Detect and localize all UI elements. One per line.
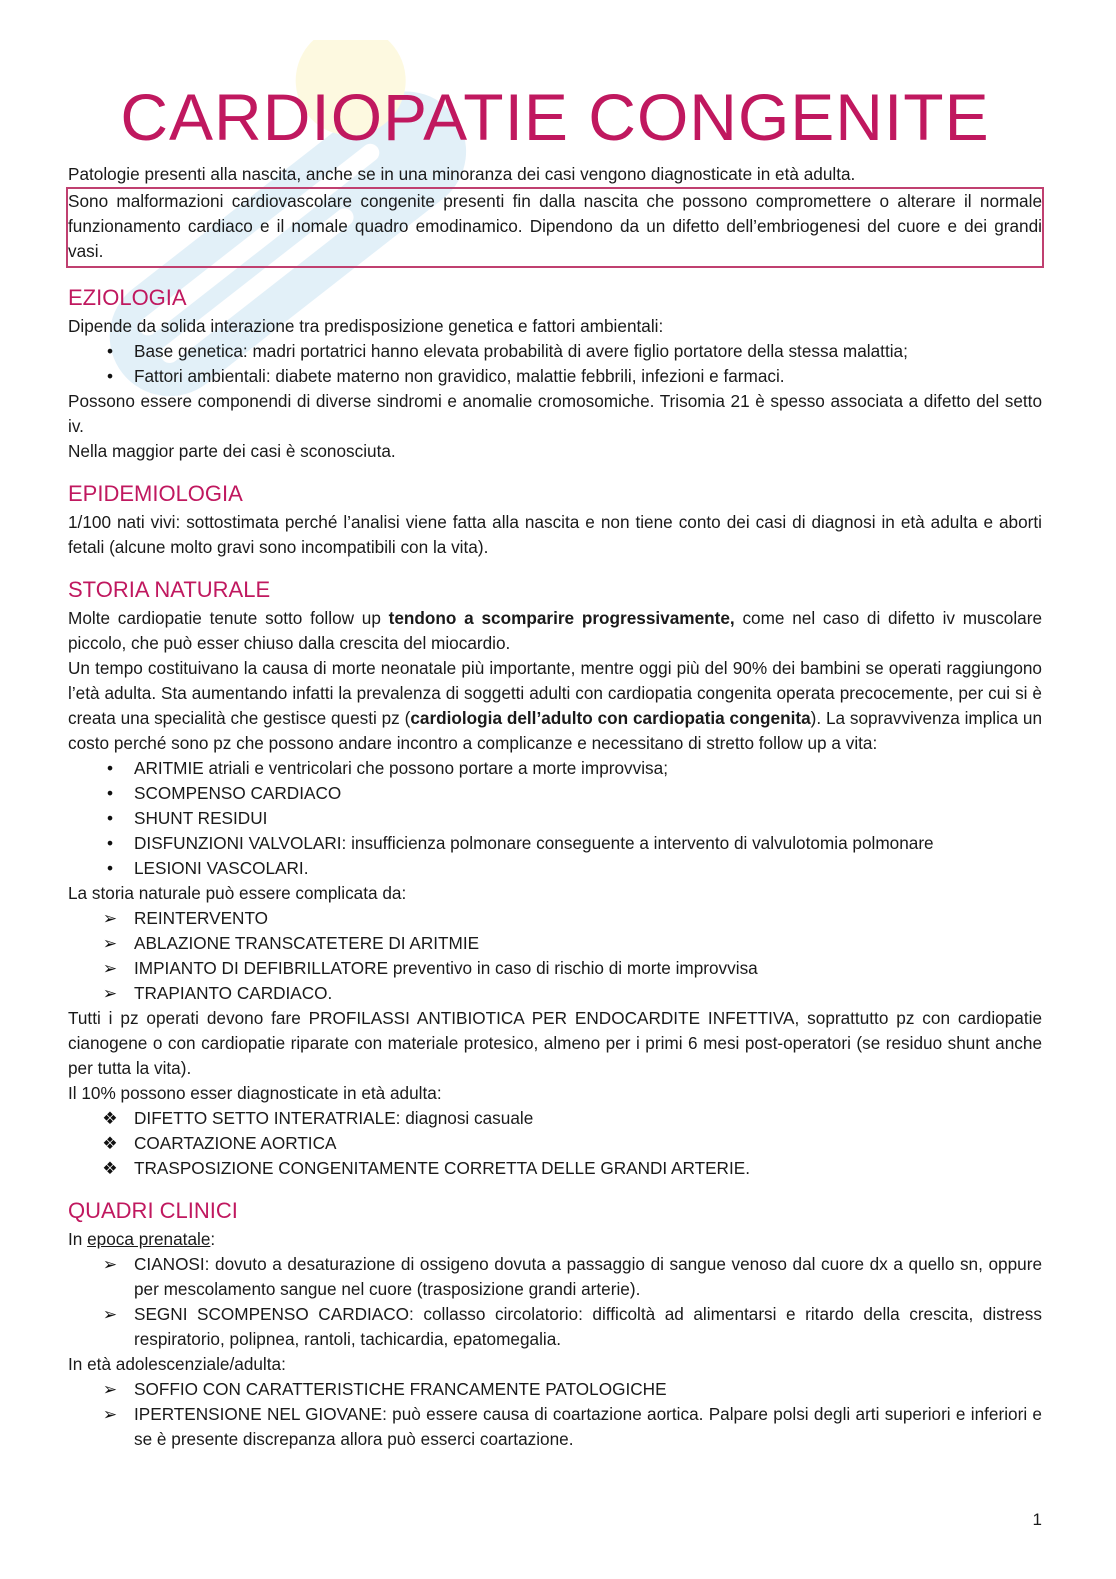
arrow-bullet-icon: ➢ — [102, 1404, 118, 1424]
heading-quadri-clinici: QUADRI CLINICI — [68, 1198, 238, 1223]
quadri-paragraph: In epoca prenatale: — [68, 1229, 216, 1249]
list-item: • ARITMIE atriali e ventricolari che possono portare a morte improvvisa; — [68, 756, 1042, 781]
eziologia-list — [68, 339, 1042, 389]
list-item: • LESIONI VASCOLARI. — [68, 856, 1042, 881]
list-item: • DISFUNZIONI VALVOLARI: insufficienza polmonare conseguente a intervento di valvulotomia polmonare — [68, 831, 1042, 856]
bullet-icon: • — [106, 833, 114, 853]
list-item: ➢ TRAPIANTO CARDIACO. — [68, 981, 1042, 1006]
list-item: ➢ SOFFIO CON CARATTERISTICHE FRANCAMENTE PATOLOGICHE — [68, 1377, 1042, 1402]
heading-eziologia: EZIOLOGIA — [68, 285, 187, 310]
intro-definition-boxed: Sono malformazioni cardiovascolare congenite presenti fin dalla nascita che possono compromettere o alterare il normale funzionamento cardiaco e il nomale quadro emodinamico. Dipendono da un difetto dell’embriogenesi del cuore e dei grandi vasi. — [66, 187, 1044, 268]
arrow-bullet-icon: ➢ — [102, 958, 118, 978]
diamond-bullet-icon: ❖ — [102, 1133, 118, 1153]
storia-paragraph: Il 10% possono esser diagnosticate in età adulta: — [68, 1083, 442, 1103]
heading-epidemiologia: EPIDEMIOLOGIA — [68, 481, 243, 506]
epidemiologia-paragraph: 1/100 nati vivi: sottostimata perché l’analisi viene fatta alla nascita e non tiene conto dei casi di diagnosi in età adulta e aborti fetali (alcune molto gravi sono incompatibili con la vita). — [68, 512, 1042, 557]
eziologia-paragraph: Possono essere componendi di diverse sindromi e anomalie cromosomiche. Trisomia 21 è spesso associata a difetto del setto iv. — [68, 391, 1042, 436]
list-item: • SHUNT RESIDUI — [68, 806, 1042, 831]
list-item: ➢ REINTERVENTO — [68, 906, 1042, 931]
list-item: ➢ CIANOSI: dovuto a desaturazione di ossigeno dovuta a passaggio di sangue venoso dal cuore dx a quello sn, oppure per mescolamento sangue nel cuore (trasposizione grandi arterie). — [68, 1252, 1042, 1302]
intro-paragraph: Patologie presenti alla nascita, anche se in una minoranza dei casi vengono diagnosticate in età adulta. — [68, 164, 856, 184]
arrow-bullet-icon: ➢ — [102, 983, 118, 1003]
eziologia-lead: Dipende da solida interazione tra predisposizione genetica e fattori ambientali: — [68, 316, 664, 336]
prenatale-list — [68, 1252, 1042, 1352]
adulta-list — [68, 1377, 1042, 1452]
list-item: ➢ IMPIANTO DI DEFIBRILLATORE preventivo in caso di rischio di morte improvvisa — [68, 956, 1042, 981]
complicanze-list — [68, 756, 1042, 881]
bullet-icon: • — [106, 366, 114, 386]
list-item: ❖ COARTAZIONE AORTICA — [68, 1131, 1042, 1156]
storia-paragraph: La storia naturale può essere complicata da: — [68, 883, 407, 903]
bullet-icon: • — [106, 808, 114, 828]
page-number: 1 — [1032, 1510, 1042, 1529]
arrow-bullet-icon: ➢ — [102, 908, 118, 928]
diamond-bullet-icon: ❖ — [102, 1158, 118, 1178]
bullet-icon: • — [106, 858, 114, 878]
list-item: • Base genetica: madri portatrici hanno elevata probabilità di avere figlio portatore della stessa malattia; — [68, 339, 1042, 364]
list-item: ➢ IPERTENSIONE NEL GIOVANE: può essere causa di coartazione aortica. Palpare polsi degli arti superiori e inferiori e se è presente discrepanza allora può esserci coartazione. — [68, 1402, 1042, 1452]
storia-paragraph: Molte cardiopatie tenute sotto follow up tendono a scomparire progressivamente, come nel caso di difetto iv muscolare piccolo, che può esser chiuso dalla crescita del miocardio. — [68, 608, 1043, 653]
list-item: • Fattori ambientali: diabete materno non gravidico, malattie febbrili, infezioni e farmaci. — [68, 364, 1042, 389]
page-title: CARDIOPATIE CONGENITE — [120, 80, 990, 154]
bullet-icon: • — [106, 758, 114, 778]
document-page — [68, 78, 1042, 1452]
heading-storia-naturale: STORIA NATURALE — [68, 577, 271, 602]
list-item: ➢ SEGNI SCOMPENSO CARDIACO: collasso circolatorio: difficoltà ad alimentarsi e ritardo della crescita, distress respiratorio, polipnea, rantoli, tachicardia, epatomegalia. — [68, 1302, 1042, 1352]
list-item: ➢ ABLAZIONE TRANSCATETERE DI ARITMIE — [68, 931, 1042, 956]
diagnosi-adulta-list — [68, 1106, 1042, 1181]
diamond-bullet-icon: ❖ — [102, 1108, 118, 1128]
list-item: ❖ DIFETTO SETTO INTERATRIALE: diagnosi casuale — [68, 1106, 1042, 1131]
storia-complicata-list — [68, 906, 1042, 1006]
arrow-bullet-icon: ➢ — [102, 1304, 118, 1324]
storia-paragraph: Un tempo costituivano la causa di morte neonatale più importante, mentre oggi più del 90% dei bambini se operati raggiungono l’età adulta. Sta aumentando infatti la prevalenza di soggetti adulti con cardiopatia congenita operata precocemente, per cui si è creata una specialità che gestisce questi pz (cardiologia dell’adulto con cardiopatia congenita). La sopravvivenza implica un costo perché sono pz che possono andare incontro a complicanze e necessitano di stretto follow up a vita: — [68, 658, 1043, 753]
arrow-bullet-icon: ➢ — [102, 1254, 118, 1274]
bullet-icon: • — [106, 341, 114, 361]
list-item: ❖ TRASPOSIZIONE CONGENITAMENTE CORRETTA DELLE GRANDI ARTERIE. — [68, 1156, 1042, 1181]
arrow-bullet-icon: ➢ — [102, 933, 118, 953]
quadri-paragraph: In età adolescenziale/adulta: — [68, 1354, 286, 1374]
bullet-icon: • — [106, 783, 114, 803]
storia-paragraph: Tutti i pz operati devono fare PROFILASSI ANTIBIOTICA PER ENDOCARDITE INFETTIVA, soprattutto pz con cardiopatie cianogene o con cardiopatie riparate con materiale protesico, almeno per i primi 6 mesi post-operatori (se residuo shunt anche per tutta la vita). — [68, 1008, 1042, 1078]
arrow-bullet-icon: ➢ — [102, 1379, 118, 1399]
eziologia-paragraph: Nella maggior parte dei casi è sconosciuta. — [68, 441, 396, 461]
list-item: • SCOMPENSO CARDIACO — [68, 781, 1042, 806]
